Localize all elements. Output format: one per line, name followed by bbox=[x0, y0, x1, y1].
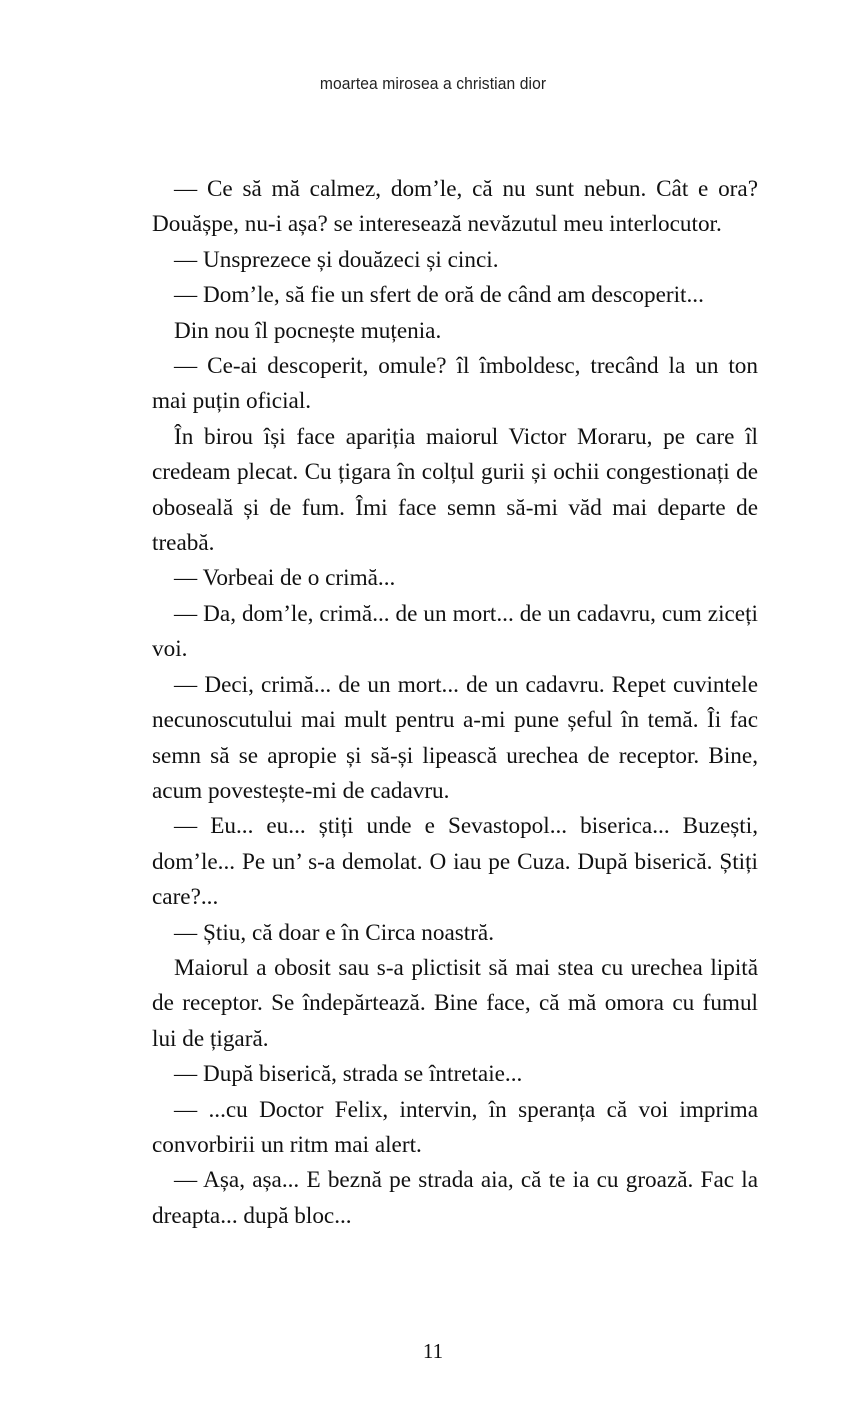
paragraph: — Ce-ai descoperit, omule? îl îmboldesc, trecând la un ton mai puțin oficial. bbox=[152, 353, 758, 415]
paragraph: — Unsprezece și douăzeci și cinci. bbox=[174, 246, 499, 273]
paragraph: — Da, dom’le, crimă... de un mort... de un cadavru, cum ziceți voi. bbox=[152, 600, 758, 663]
page-number: 11 bbox=[422, 1339, 444, 1363]
paragraph: — ...cu Doctor Felix, intervin, în speranța că voi imprima convorbirii un ritm mai alert. bbox=[152, 1096, 758, 1158]
paragraph: — Ce să mă calmez, dom’le, că nu sunt nebun. Cât e ora? Douășpe, nu-i așa? se interesează nevăzutul meu interlocutor. bbox=[152, 176, 758, 238]
paragraph: Maiorul a obosit sau s-a plictisit să mai stea cu urechea lipită de receptor. Se îndepărtează. Bine face, că mă omora cu fumul lui de țigară. bbox=[152, 954, 758, 1052]
paragraph: Din nou îl pocnește muțenia. bbox=[174, 317, 442, 344]
running-head: moartea mirosea a christian dior bbox=[319, 74, 547, 93]
paragraph: — Deci, crimă... de un mort... de un cadavru. Repet cuvintele necunoscutului mai mult pentru a-mi pune șeful în temă. Îi fac semn să se apropie și să-și lipească urechea de receptor. Bine, acum povestește-mi de cadavru. bbox=[152, 671, 758, 804]
paragraph: — Așa, așa... E beznă pe strada aia, că te ia cu groază. Fac la dreapta... după bloc... bbox=[152, 1167, 758, 1229]
paragraph: În birou își face apariția maiorul Victor Moraru, pe care îl credeam plecat. Cu țigara în colțul gurii și ochii congestionați de oboseală și de fum. Îmi face semn să-mi văd mai departe de treabă. bbox=[152, 423, 758, 557]
paragraph: — După biserică, strada se întretaie... bbox=[174, 1061, 523, 1088]
body-text-block bbox=[152, 172, 758, 1234]
paragraph: — Eu... eu... știți unde e Sevastopol... biserica... Buzești, dom’le... Pe un’ s-a demolat. O iau pe Cuza. După biserică. Știți care?... bbox=[152, 813, 758, 911]
paragraph: — Știu, că doar e în Circa noastră. bbox=[174, 919, 495, 946]
paragraph: — Vorbeai de o crimă... bbox=[174, 565, 396, 592]
paragraph: — Dom’le, să fie un sfert de oră de când am descoperit... bbox=[174, 282, 704, 309]
